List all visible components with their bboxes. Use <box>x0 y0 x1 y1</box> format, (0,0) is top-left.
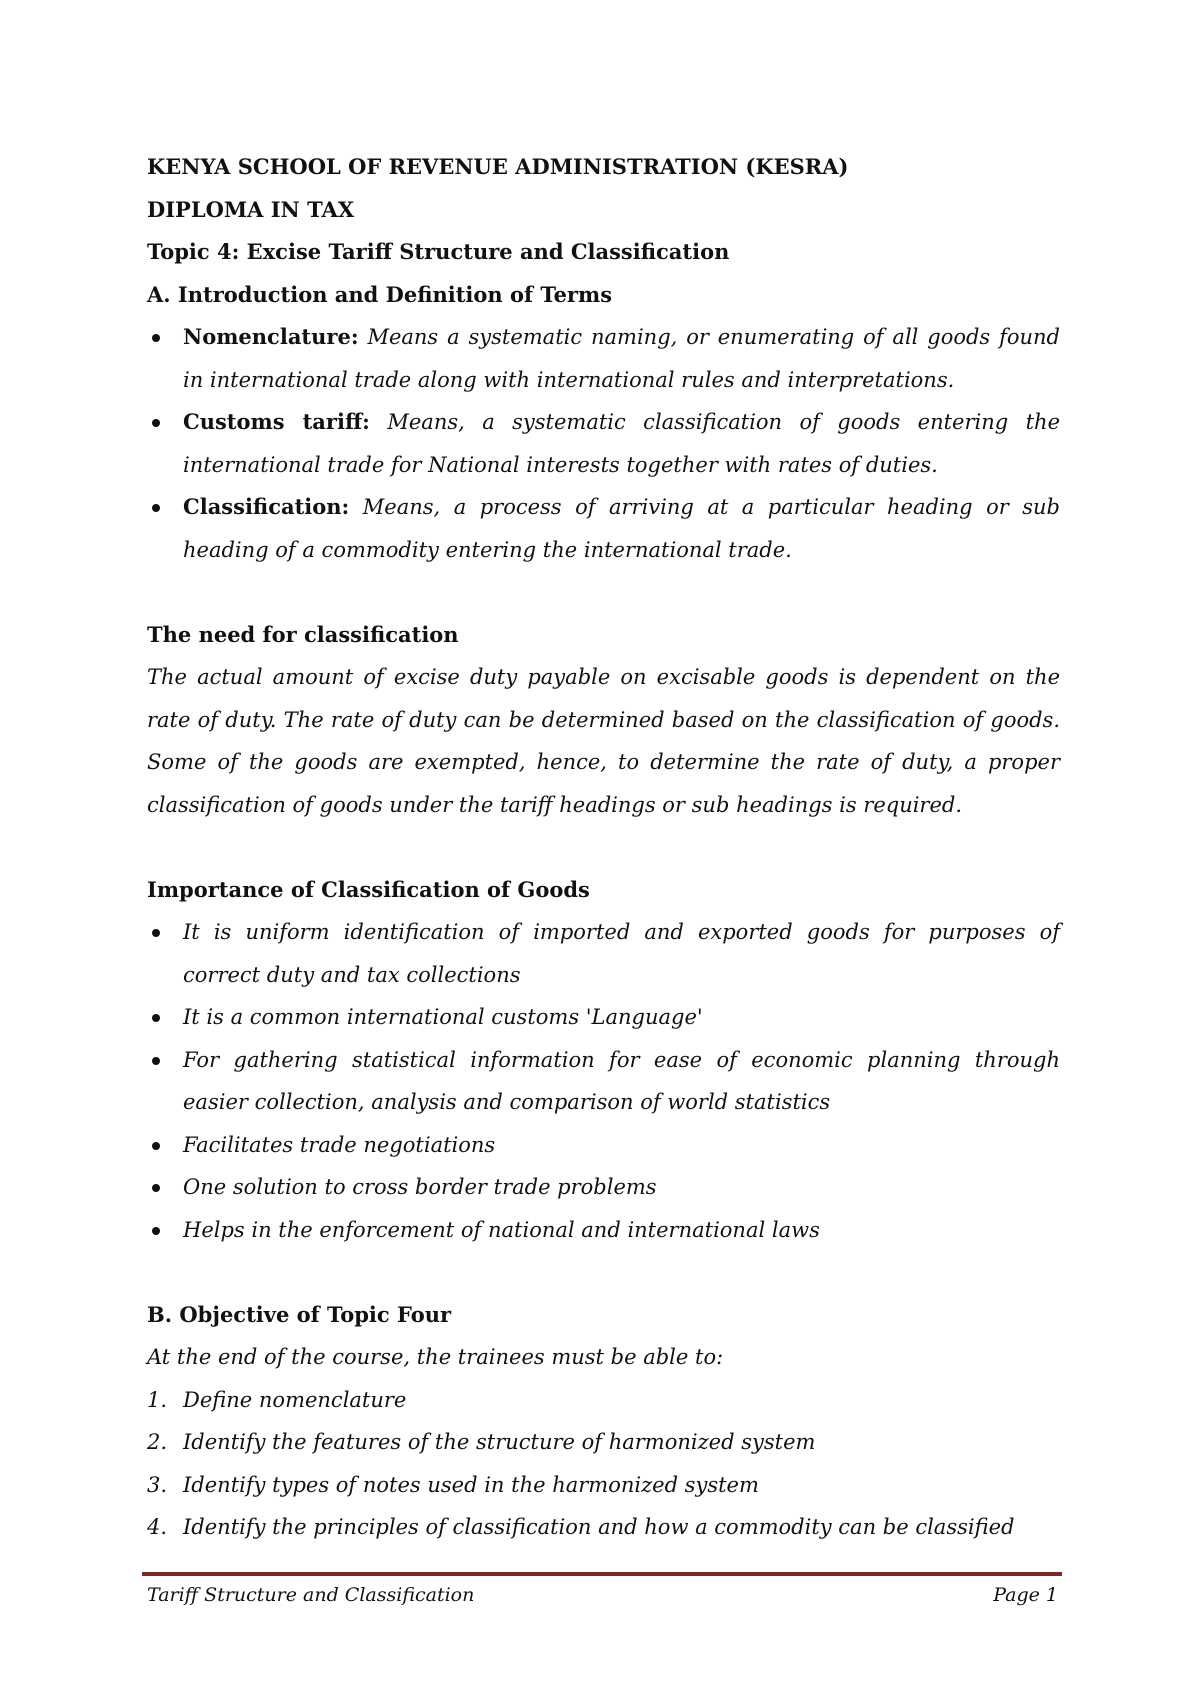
definition-text: Means, a systematic classification of goods entering the international trade for National interests together with rates of duties. <box>183 410 1061 477</box>
topic-title: Topic 4: Excise Tariff Structure and Classification <box>147 239 730 264</box>
objective-item <box>147 1421 1060 1464</box>
objective-number: 3. <box>147 1472 168 1497</box>
spacer <box>147 826 1060 869</box>
program-title: DIPLOMA IN TAX <box>147 196 355 222</box>
page-content <box>147 146 1060 1549</box>
definition-term: Nomenclature: <box>183 324 359 349</box>
definition-item <box>147 486 1060 571</box>
objective-text: Define nomenclature <box>183 1387 407 1412</box>
definition-term: Customs tariff: <box>183 409 370 434</box>
spacer <box>147 1251 1060 1294</box>
importance-item: It is uniform identification of imported and exported goods for purposes of correct duty and tax collections <box>147 911 1060 996</box>
objectives-intro: At the end of the course, the trainees must be able to: <box>147 1345 724 1369</box>
objective-text: Identify the principles of classification and how a commodity can be classified <box>183 1515 1015 1539</box>
definition-term: Classification: <box>183 494 350 519</box>
objective-text: Identify the features of the structure of harmonized system <box>183 1430 816 1454</box>
importance-heading: Importance of Classification of Goods <box>147 876 590 902</box>
importance-item: One solution to cross border trade problems <box>147 1166 1060 1209</box>
page-number: Page 1 <box>993 1584 1058 1606</box>
page-footer <box>147 1584 1058 1606</box>
importance-item: It is a common international customs 'Language' <box>147 996 1060 1039</box>
need-paragraph: The actual amount of excise duty payable on excisable goods is dependent on the rate of duty. The rate of duty can be determined based on the classification of goods. Some of the goods are exempted, hence, to determine the rate of duty, a proper classification of goods under the tariff headings or sub headings is required. <box>147 665 1060 817</box>
objective-number: 1. <box>147 1387 168 1412</box>
objective-item <box>147 1506 1060 1549</box>
section-b-heading: B. Objective of Topic Four <box>147 1301 452 1327</box>
importance-item: Helps in the enforcement of national and international laws <box>147 1209 1060 1252</box>
objective-number: 4. <box>147 1515 168 1539</box>
objective-item <box>147 1379 1060 1422</box>
importance-item: For gathering statistical information for ease of economic planning through easier collection, analysis and comparison of world statistics <box>147 1039 1060 1124</box>
definition-item <box>147 316 1060 401</box>
importance-list <box>147 911 1060 1251</box>
objectives-list <box>147 1379 1060 1549</box>
objective-number: 2. <box>147 1430 168 1454</box>
definitions-list <box>147 316 1060 571</box>
definition-item <box>147 401 1060 486</box>
footer-title: Tariff Structure and Classification <box>147 1584 475 1606</box>
definition-text: Means a systematic naming, or enumerating of all goods found in international trade along with international rules and interpretations. <box>183 325 1060 392</box>
spacer <box>147 571 1060 614</box>
definition-text: Means, a process of arriving at a particular heading or sub heading of a commodity entering the international trade. <box>183 495 1060 562</box>
footer-divider <box>142 1572 1062 1576</box>
institution-title: KENYA SCHOOL OF REVENUE ADMINISTRATION (KESRA) <box>147 154 849 179</box>
objective-text: Identify types of notes used in the harmonized system <box>183 1472 759 1497</box>
objective-item <box>147 1464 1060 1507</box>
section-a-heading: A. Introduction and Definition of Terms <box>147 281 613 307</box>
need-heading: The need for classification <box>147 621 459 647</box>
importance-item: Facilitates trade negotiations <box>147 1124 1060 1167</box>
